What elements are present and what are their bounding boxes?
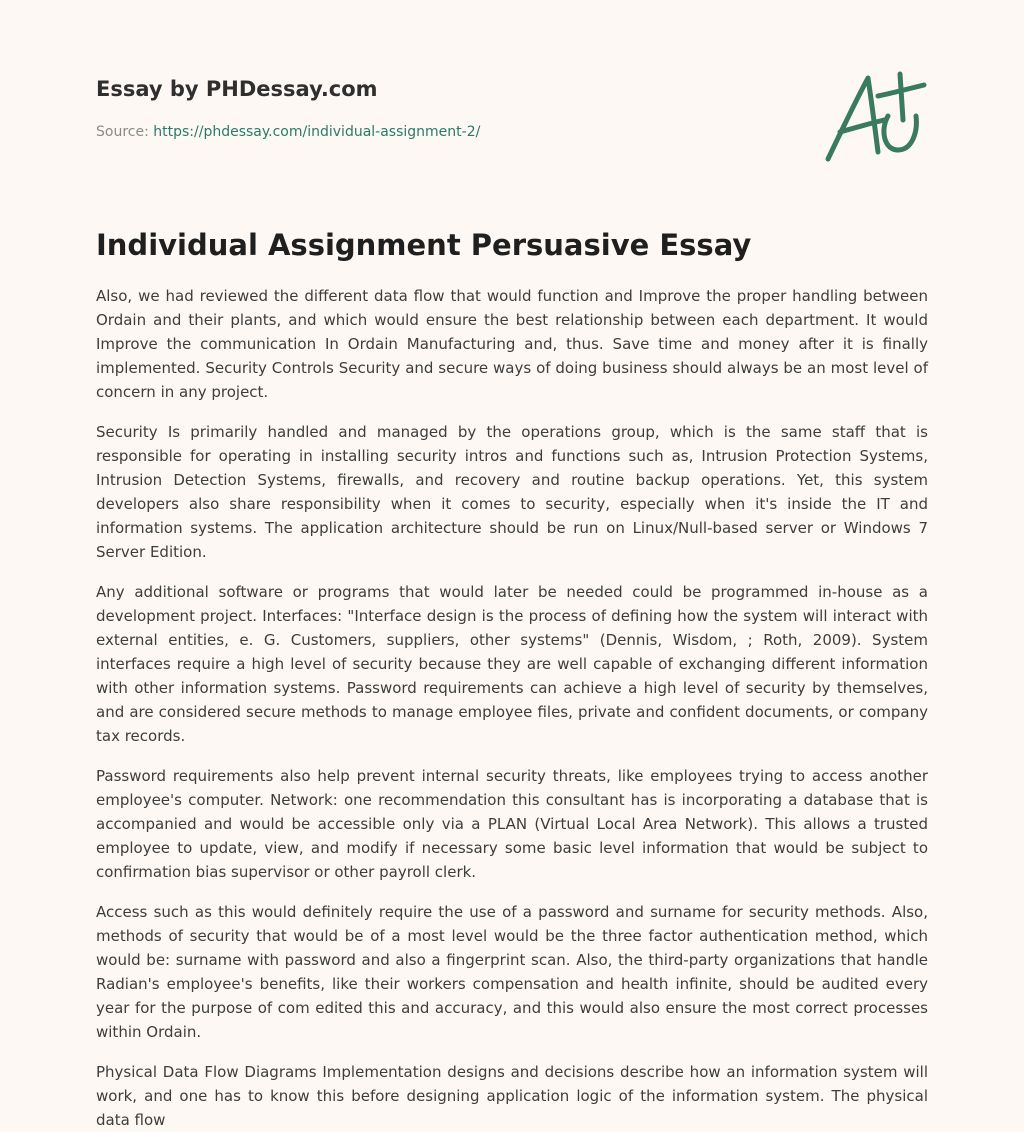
essay-paragraph: Access such as this would definitely require the use of a password and surname for security methods. Also, methods of security that would be of a most level would be the three factor authentication method, which would be: surname with password and also a fingerprint scan. Also, the third-party organizations that handle Radian's employee's benefits, like their workers compensation and health infinite, should be audited every year for the purpose of com edited this and accuracy, and this would also ensure the most correct processes within Ordain. <box>96 903 928 1041</box>
source-line <box>96 122 796 142</box>
site-title: Essay by PHDessay.com <box>96 77 378 101</box>
essay-paragraph: Password requirements also help prevent internal security threats, like employees trying to access another employee's computer. Network: one recommendation this consultant has is incorporating a database that is accompanied and would be accessible only via a PLAN (Virtual Local Area Network). This allows a trusted employee to update, view, and modify if necessary some basic level information that would be subject to confirmation bias supervisor or other payroll clerk. <box>96 767 928 881</box>
source-label: Source: <box>96 124 149 140</box>
essay-title: Individual Assignment Persuasive Essay <box>96 228 752 262</box>
a-plus-grade-icon <box>818 64 930 168</box>
essay-paragraph: Any additional software or programs that would later be needed could be programmed in-house as a development project. Interfaces: "Interface design is the process of defining how the system will interact with external entities, e. G. Customers, suppliers, other systems" (Dennis, Wisdom, ; Roth, 2009). System interfaces require a high level of security because they are well capable of exchanging different information with other information systems. Password requirements can achieve a high level of security by themselves, and are considered secure methods to manage employee files, private and confident documents, or company tax records. <box>96 583 928 745</box>
essay-paragraph: Physical Data Flow Diagrams Implementation designs and decisions describe how an information system will work, and one has to know this before designing application logic of the information system. The physical data flow <box>96 1063 928 1129</box>
essay-body <box>96 284 928 1129</box>
essay-paragraph: Security Is primarily handled and managed by the operations group, which is the same staff that is responsible for operating in installing security intros and functions such as, Intrusion Protection Systems, Intrusion Detection Systems, firewalls, and recovery and routine backup operations. Yet, this system developers also share responsibility when it comes to security, especially when it's inside the IT and information systems. The application architecture should be run on Linux/Null-based server or Windows 7 Server Edition. <box>96 423 928 561</box>
source-link[interactable]: https://phdessay.com/individual-assignment-2/ <box>153 124 481 140</box>
essay-paragraph: Also, we had reviewed the different data flow that would function and Improve the proper handling between Ordain and their plants, and which would ensure the best relationship between each department. It would Improve the communication In Ordain Manufacturing and, thus. Save time and money after it is finally implemented. Security Controls Security and secure ways of doing business should always be an most level of concern in any project. <box>96 287 928 401</box>
page-header <box>96 74 796 142</box>
